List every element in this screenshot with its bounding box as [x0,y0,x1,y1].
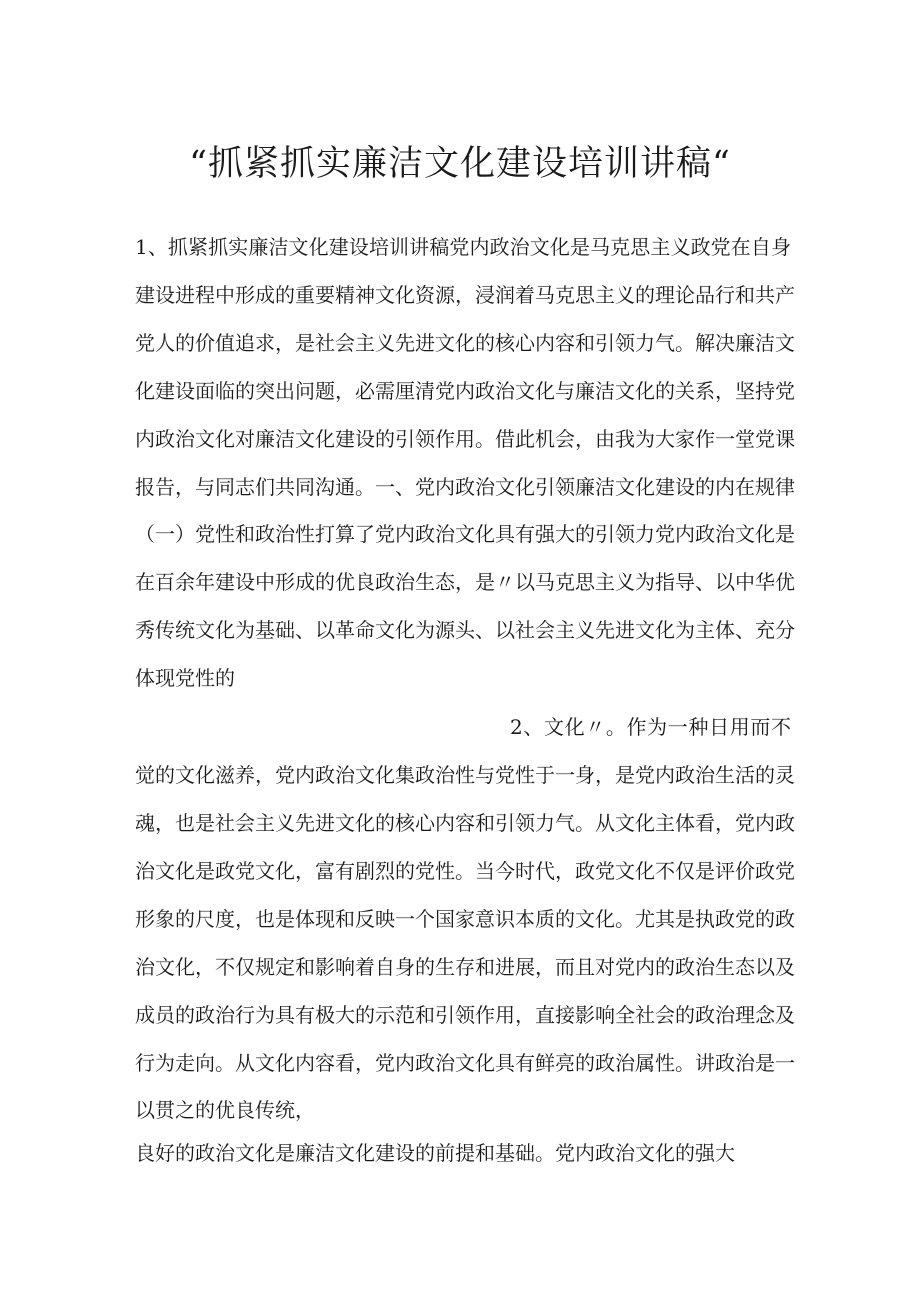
paragraph-line: 体现党性的 [135,666,235,690]
paragraph-line: 报告，与同志们共同沟通。一、党内政治文化引领廉洁文化建设的内在规律 [135,475,795,499]
paragraph-line: 以贯之的优良传统， [135,1098,315,1122]
paragraph-line: 1、抓紧抓实廉洁文化建设培训讲稿党内政治文化是马克思主义政党在自身 [135,235,791,259]
paragraph-line: 建设进程中形成的重要精神文化资源，浸润着马克思主义的理论品行和共产 [135,283,795,307]
paragraph-line: 在百余年建设中形成的优良政治生态，是〃以马克思主义为指导、以中华优 [135,570,795,594]
paragraph-line: 内政治文化对廉洁文化建设的引领作用。借此机会，由我为大家作一堂党课 [135,427,795,451]
paragraph-line: 魂，也是社会主义先进文化的核心内容和引领力气。从文化主体看，党内政 [135,811,795,835]
paragraph-line: 觉的文化滋养，党内政治文化集政治性与党性于一身，是党内政治生活的灵 [135,763,795,787]
paragraph-line: 行为走向。从文化内容看，党内政治文化具有鲜亮的政治属性。讲政治是一 [135,1051,795,1075]
paragraph-line: 形象的尺度，也是体现和反映一个国家意识本质的文化。尤其是执政党的政 [135,907,795,931]
paragraph-line: 治文化是政党文化，富有剧烈的党性。当今时代，政党文化不仅是评价政党 [135,859,795,883]
paragraph-line: 化建设面临的突出问题，必需厘清党内政治文化与廉洁文化的关系，坚持党 [135,379,795,403]
paragraph-line: 治文化，不仅规定和影响着自身的生存和进展，而且对党内的政治生态以及 [135,955,795,979]
paragraph-line: （一）党性和政治性打算了党内政治文化具有强大的引领力党内政治文化是 [135,522,795,546]
document-title: “抓紧抓实廉洁文化建设培训讲稿“ [189,144,731,184]
paragraph-line: 党人的价值追求，是社会主义先进文化的核心内容和引领力气。解决廉洁文 [135,331,795,355]
paragraph-line: 良好的政治文化是廉洁文化建设的前提和基础。党内政治文化的强大 [135,1141,735,1165]
paragraph-line: 秀传统文化为基础、以革命文化为源头、以社会主义先进文化为主体、充分 [135,618,795,642]
paragraph-line: 2、文化〃。作为一种日用而不 [510,715,791,739]
paragraph-line: 成员的政治行为具有极大的示范和引领作用，直接影响全社会的政治理念及 [135,1003,795,1027]
